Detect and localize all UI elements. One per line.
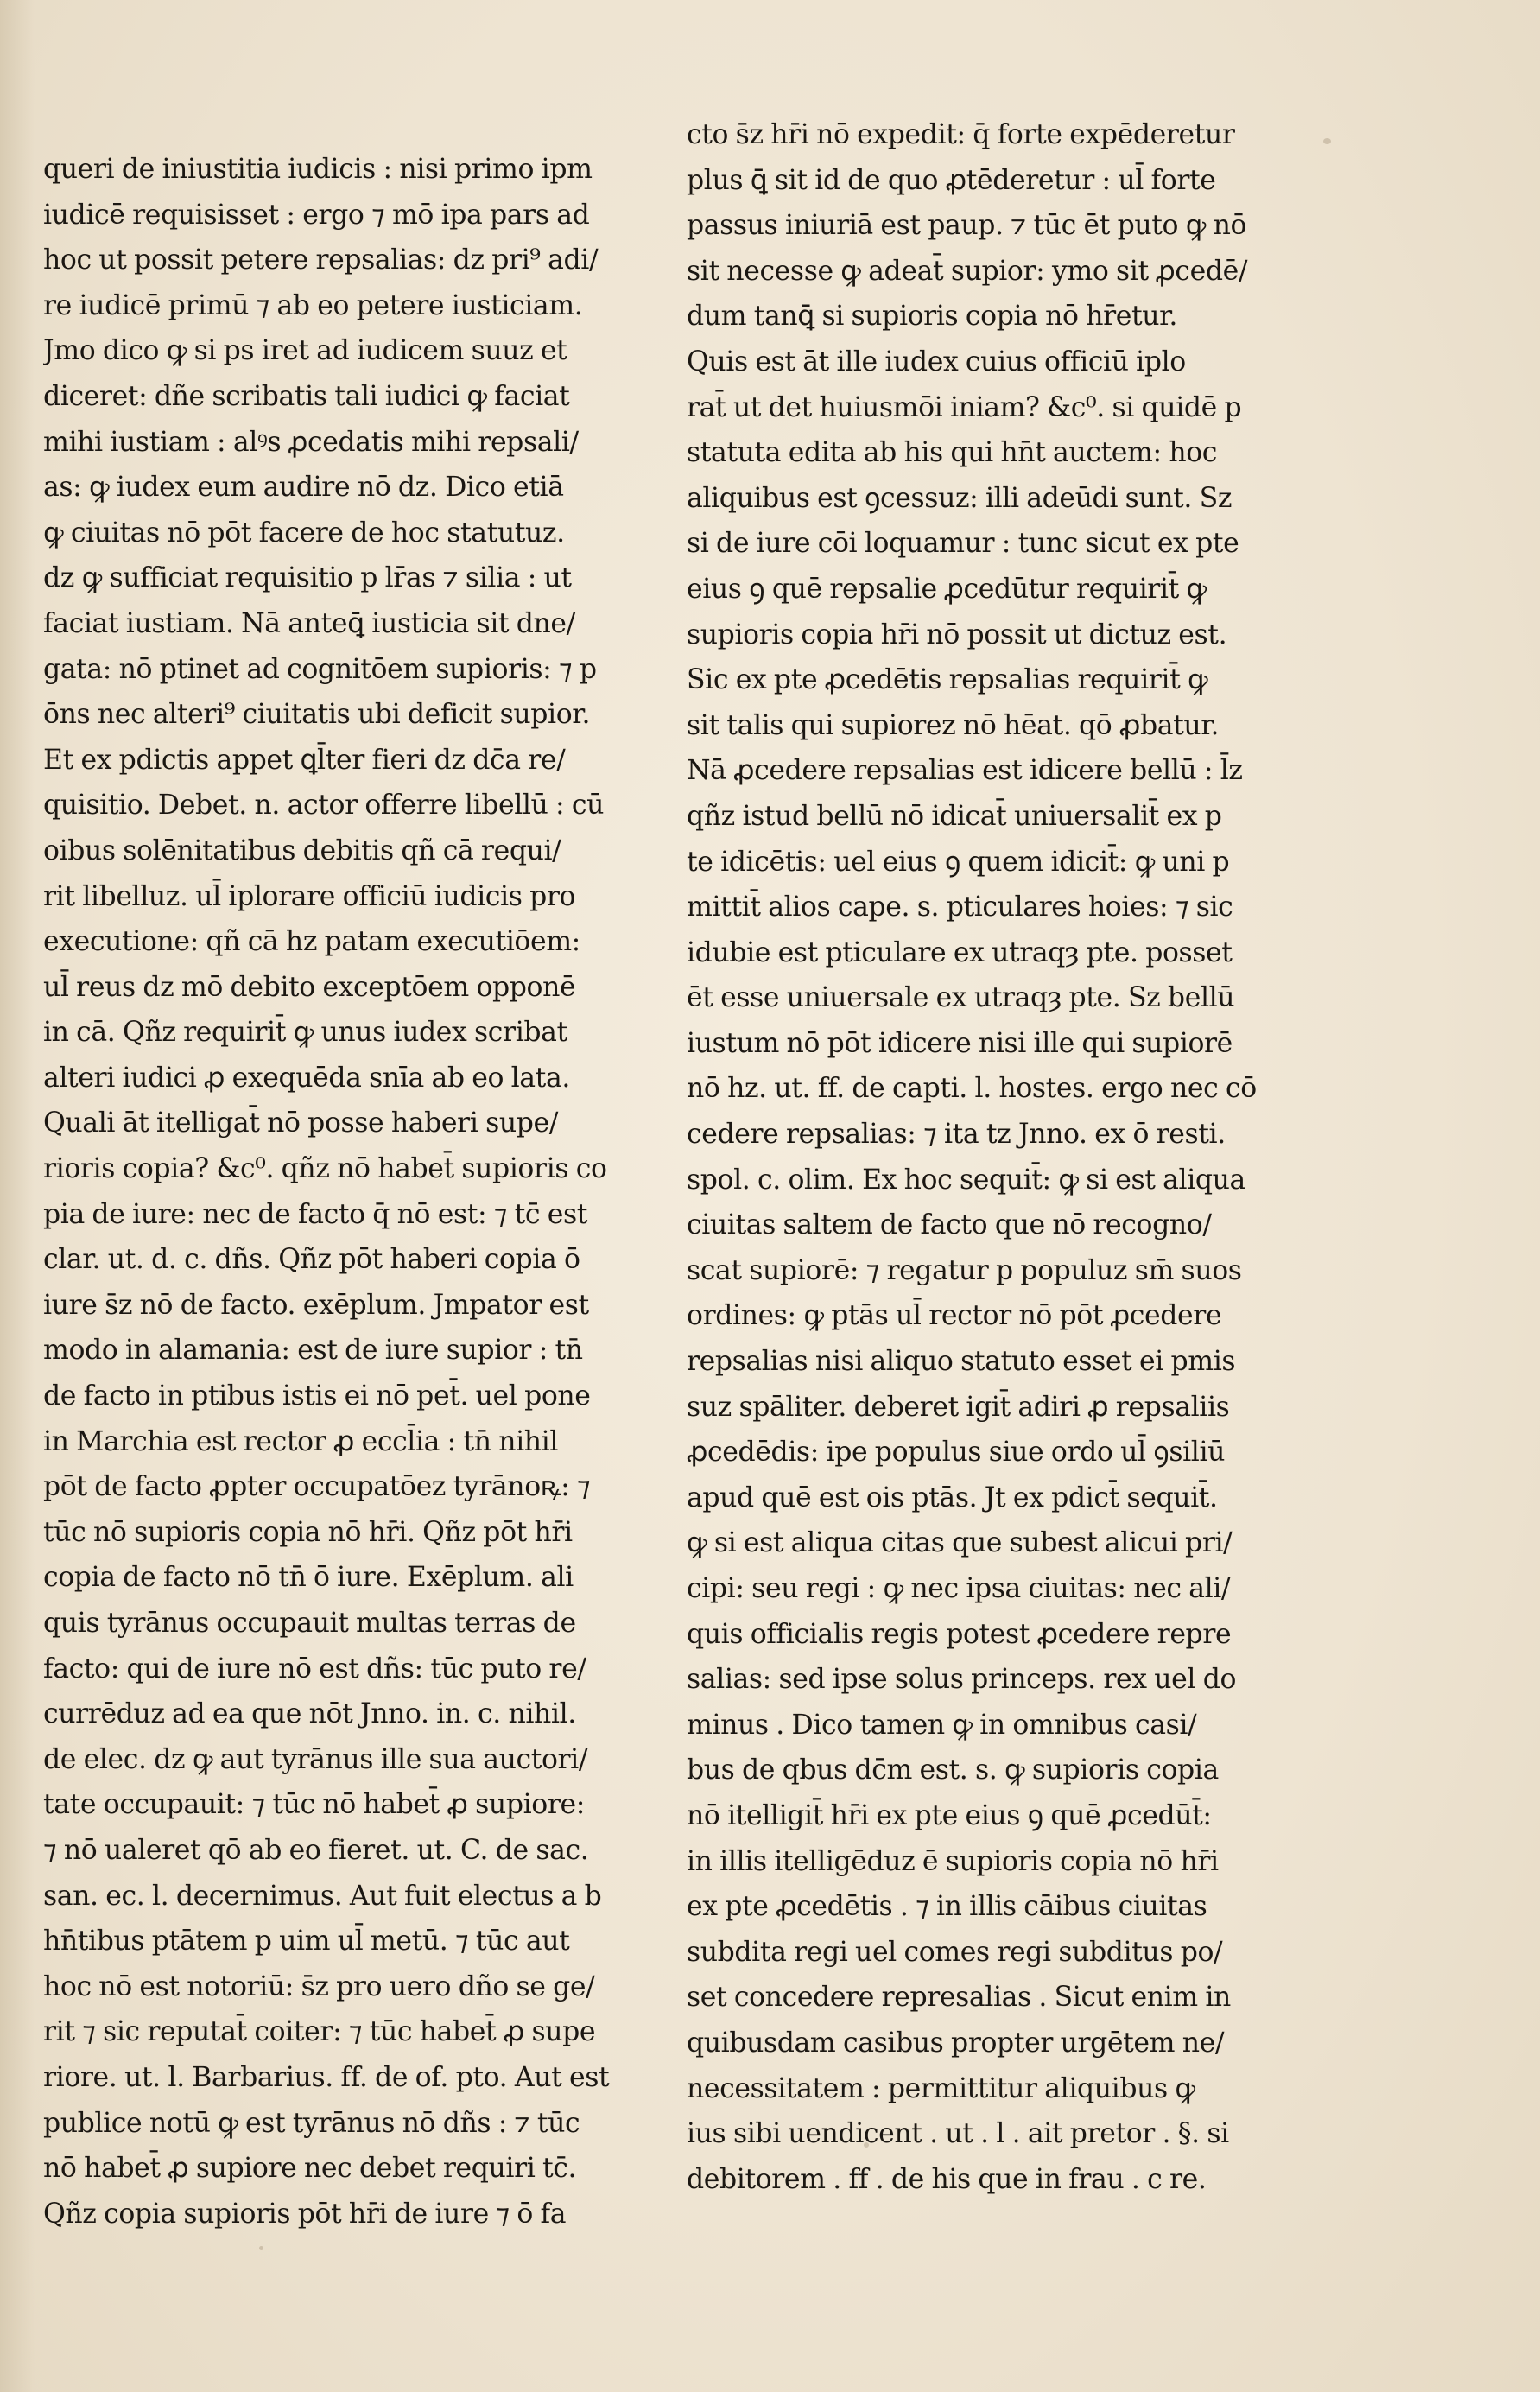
text-line: ciuitas saltem de facto que nō recogno/ — [687, 1209, 1212, 1241]
text-line: statuta edita ab his qui hn̄t auctem: hoc — [687, 437, 1218, 469]
text-line: ꝙ ciuitas nō pōt facere de hoc statutuz. — [43, 517, 565, 549]
text-line: Nā ꝓcedere repsalias est idicere bellū : l̄z — [687, 755, 1243, 787]
text-line: ꝙ si est aliqua citas que subest alicui pri/ — [687, 1527, 1233, 1559]
text-line: sit talis qui supiorez nō hēat. qō ꝓbatur. — [687, 709, 1220, 741]
text-line: faciat iustiam. Nā anteꝗ̄ iusticia sit dne/ — [43, 607, 575, 639]
text-line: nō itelligit̄ hr̄i ex pte eius ꝯ quē ꝓcedūt̄: — [687, 1799, 1212, 1831]
text-line: ⁊ nō ualeret qō ab eo fieret. ut. C. de sac. — [43, 1834, 589, 1866]
text-line: hn̄tibus ptātem p uim ul̄ metū. ⁊ tūc aut — [43, 1926, 570, 1957]
text-line: cto s̄z hr̄i nō expedit: q̄ forte expēderetur — [687, 119, 1235, 150]
ink-speck — [259, 2246, 263, 2250]
text-line: plus ꝗ̄ sit id de quo ꝓtēderetur : ul̄ forte — [687, 164, 1216, 196]
text-line: ēt esse uniuersale ex utraqȝ pte. Sz bellū — [687, 982, 1235, 1014]
text-line: currēduz ad ea que nōt Jnno. in. c. nihil. — [43, 1698, 576, 1730]
text-line: qñz istud bellū nō idicat̄ uniuersalit̄ ex p — [687, 800, 1222, 832]
text-line: nō hz. ut. ff. de capti. l. hostes. ergo nec cō — [687, 1073, 1257, 1105]
text-line: cedere repsalias: ⁊ ita tz Jnno. ex ō resti. — [687, 1119, 1226, 1151]
text-line: ordines: ꝙ ptās ul̄ rector nō pōt ꝓcedere — [687, 1300, 1222, 1332]
text-line: alteri iudici ꝓ exequēda snīa ab eo lata. — [43, 1062, 570, 1094]
text-line: mittit̄ alios cape. s. pticulares hoies: ⁊ sic — [687, 891, 1233, 923]
text-line: modo in alamania: est de iure supior : tn̄ — [43, 1335, 583, 1367]
text-line: repsalias nisi aliquo statuto esset ei pmis — [687, 1346, 1236, 1378]
text-line: sit necesse ꝙ adeat̄ supior: ymo sit ꝓcedē/ — [687, 255, 1248, 287]
right-text-column — [687, 112, 1309, 2202]
text-line: ul̄ reus dz mō debito exceptōem opponē — [43, 971, 576, 1003]
binding-gutter — [0, 0, 35, 2392]
text-line: publice notū ꝙ est tyrānus nō dñs : ⁊ tūc — [43, 2107, 580, 2139]
text-line: cipi: seu regi : ꝙ nec ipsa ciuitas: nec ali/ — [687, 1573, 1231, 1604]
text-line: quibusdam casibus propter urgētem ne/ — [687, 2027, 1225, 2059]
left-text-column — [43, 147, 665, 2237]
text-line: quis officialis regis potest ꝓcedere repre — [687, 1618, 1232, 1650]
text-line: iustum nō pōt idicere nisi ille qui supiorē — [687, 1027, 1233, 1059]
text-line: idubie est pticulare ex utraqȝ pte. posset — [687, 936, 1233, 968]
text-line: rit libelluz. ul̄ iplorare officiū iudicis pro — [43, 880, 576, 912]
text-line: queri de iniustitia iudicis : nisi primo ipm — [43, 154, 593, 185]
text-line: dum tanꝗ̄ si supioris copia nō hr̄etur. — [687, 301, 1177, 333]
text-line: te idicētis: uel eius ꝯ quem idicit̄: ꝙ uni p — [687, 846, 1230, 878]
text-line: apud quē est ois ptās. Jt ex pdict̄ sequit̄. — [687, 1482, 1218, 1513]
text-line: hoc ut possit petere repsalias: dz pri⁹ adi/ — [43, 244, 599, 276]
text-line: tate occupauit: ⁊ tūc nō habet̄ ꝓ supiore: — [43, 1789, 585, 1821]
text-line: aliquibus est ꝯcessuz: illi adeūdi sunt. Sz — [687, 482, 1233, 514]
text-line: eius ꝯ quē repsalie ꝓcedūtur requirit̄ ꝙ — [687, 573, 1207, 605]
text-line: minus . Dico tamen ꝙ in omnibus casi/ — [687, 1709, 1197, 1741]
text-line: pōt de facto ꝓpter occupatōez tyrānoꝶ: ⁊ — [43, 1471, 591, 1503]
text-line: iudicē requisisset : ergo ⁊ mō ipa pars ad — [43, 199, 590, 231]
text-line: salias: sed ipse solus princeps. rex uel do — [687, 1664, 1237, 1696]
text-line: as: ꝙ iudex eum audire nō dz. Dico etiā — [43, 472, 564, 504]
text-line: quis tyrānus occupauit multas terras de — [43, 1608, 576, 1639]
text-line: ius sibi uendicent . ut . l . ait pretor . §. si — [687, 2118, 1229, 2150]
ink-speck — [1323, 138, 1331, 144]
text-line: dz ꝙ sufficiat requisitio p lr̄as ⁊ silia : ut — [43, 562, 572, 594]
text-line: riore. ut. l. Barbarius. ff. de of. pto. Aut est — [43, 2061, 610, 2093]
text-line: rioris copia? &c⁰. qñz nō habet̄ supioris co — [43, 1153, 607, 1185]
text-line: supioris copia hr̄i nō possit ut dictuz est. — [687, 619, 1227, 650]
text-line: Sic ex pte ꝓcedētis repsalias requirit̄ ꝙ — [687, 664, 1208, 696]
text-line: hoc nō est notoriū: s̄z pro uero dño se ge/ — [43, 1970, 595, 2002]
text-line: de facto in ptibus istis ei nō pet̄. uel pone — [43, 1380, 591, 1412]
text-line: ōns nec alteri⁹ ciuitatis ubi deficit supior. — [43, 699, 591, 731]
text-line: ex pte ꝓcedētis . ⁊ in illis cāibus ciuitas — [687, 1891, 1207, 1923]
text-line: in Marchia est rector ꝓ eccl̄ia : tn̄ nihil — [43, 1425, 559, 1457]
text-line: Quali āt itelligat̄ nō posse haberi supe/ — [43, 1107, 558, 1139]
text-line: in cā. Qñz requirit̄ ꝙ unus iudex scribat — [43, 1017, 567, 1049]
text-line: rit ⁊ sic reputat̄ coiter: ⁊ tūc habet̄ ꝓ supe — [43, 2016, 596, 2048]
text-line: debitorem . ff . de his que in frau . c re. — [687, 2163, 1207, 2195]
text-line: de elec. dz ꝙ aut tyrānus ille sua auctori/ — [43, 1743, 588, 1775]
text-line: Et ex pdictis appet ꝗl̄ter fieri dz dc̄a re/ — [43, 744, 566, 776]
text-line: Quis est āt ille iudex cuius officiū iplo — [687, 346, 1186, 378]
text-line: san. ec. l. decernimus. Aut fuit electus a b — [43, 1880, 602, 1912]
text-line: necessitatem : permittitur aliquibus ꝙ — [687, 2072, 1195, 2104]
text-line: bus de qbus dc̄m est. s. ꝙ supioris copia — [687, 1754, 1219, 1786]
text-line: Qñz copia supioris pōt hr̄i de iure ⁊ ō fa — [43, 2198, 567, 2230]
text-line: executione: qñ cā hz patam executiōem: — [43, 926, 580, 958]
text-line: ꝓcedēdis: ipe populus siue ordo ul̄ ꝯsiliū — [687, 1437, 1226, 1469]
text-line: nō habet̄ ꝓ supiore nec debet requiri tc̄. — [43, 2153, 577, 2185]
text-line: Jmo dico ꝙ si ps iret ad iudicem suuz et — [43, 335, 567, 367]
text-line: facto: qui de iure nō est dñs: tūc puto re/ — [43, 1653, 586, 1685]
text-line: pia de iure: nec de facto q̄ nō est: ⁊ tc̄ est — [43, 1198, 588, 1230]
text-line: scat supiorē: ⁊ regatur p populuz sm̄ suos — [687, 1254, 1242, 1286]
text-line: mihi iustiam : alꝰs ꝓcedatis mihi repsali/ — [43, 426, 579, 458]
text-line: oibus solēnitatibus debitis qñ cā requi/ — [43, 834, 561, 866]
text-line: suz spāliter. deberet igit̄ adiri ꝓ repsaliis — [687, 1391, 1230, 1423]
text-line: copia de facto nō tn̄ ō iure. Exēplum. ali — [43, 1562, 574, 1594]
text-line: iure s̄z nō de facto. exēplum. Jmpator est — [43, 1289, 589, 1321]
text-line: quisitio. Debet. n. actor offerre libellū : cū — [43, 790, 605, 822]
text-line: set concedere represalias . Sicut enim in — [687, 1982, 1231, 2014]
text-line: in illis itelligēduz ē supioris copia nō hr̄i — [687, 1845, 1219, 1877]
text-line: passus iniuriā est paup. ⁊ tūc ēt puto ꝙ nō — [687, 210, 1247, 242]
text-line: re iudicē primū ⁊ ab eo petere iusticiam. — [43, 289, 583, 321]
text-line: clar. ut. d. c. dñs. Qñz pōt haberi copia ō — [43, 1244, 580, 1276]
text-line: gata: nō ptinet ad cognitōem supioris: ⁊ p — [43, 653, 597, 685]
text-line: rat̄ ut det huiusmōi iniam? &c⁰. si quidē p — [687, 391, 1242, 423]
text-line: tūc nō supioris copia nō hr̄i. Qñz pōt hr̄i — [43, 1516, 573, 1548]
text-line: subdita regi uel comes regi subditus po/ — [687, 1936, 1223, 1968]
text-line: si de iure cōi loquamur : tunc sicut ex pte — [687, 528, 1239, 560]
ink-speck — [864, 2142, 869, 2148]
text-line: spol. c. olim. Ex hoc sequit̄: ꝙ si est aliqua — [687, 1164, 1245, 1196]
text-line: diceret: dñe scribatis tali iudici ꝙ faciat — [43, 380, 570, 412]
